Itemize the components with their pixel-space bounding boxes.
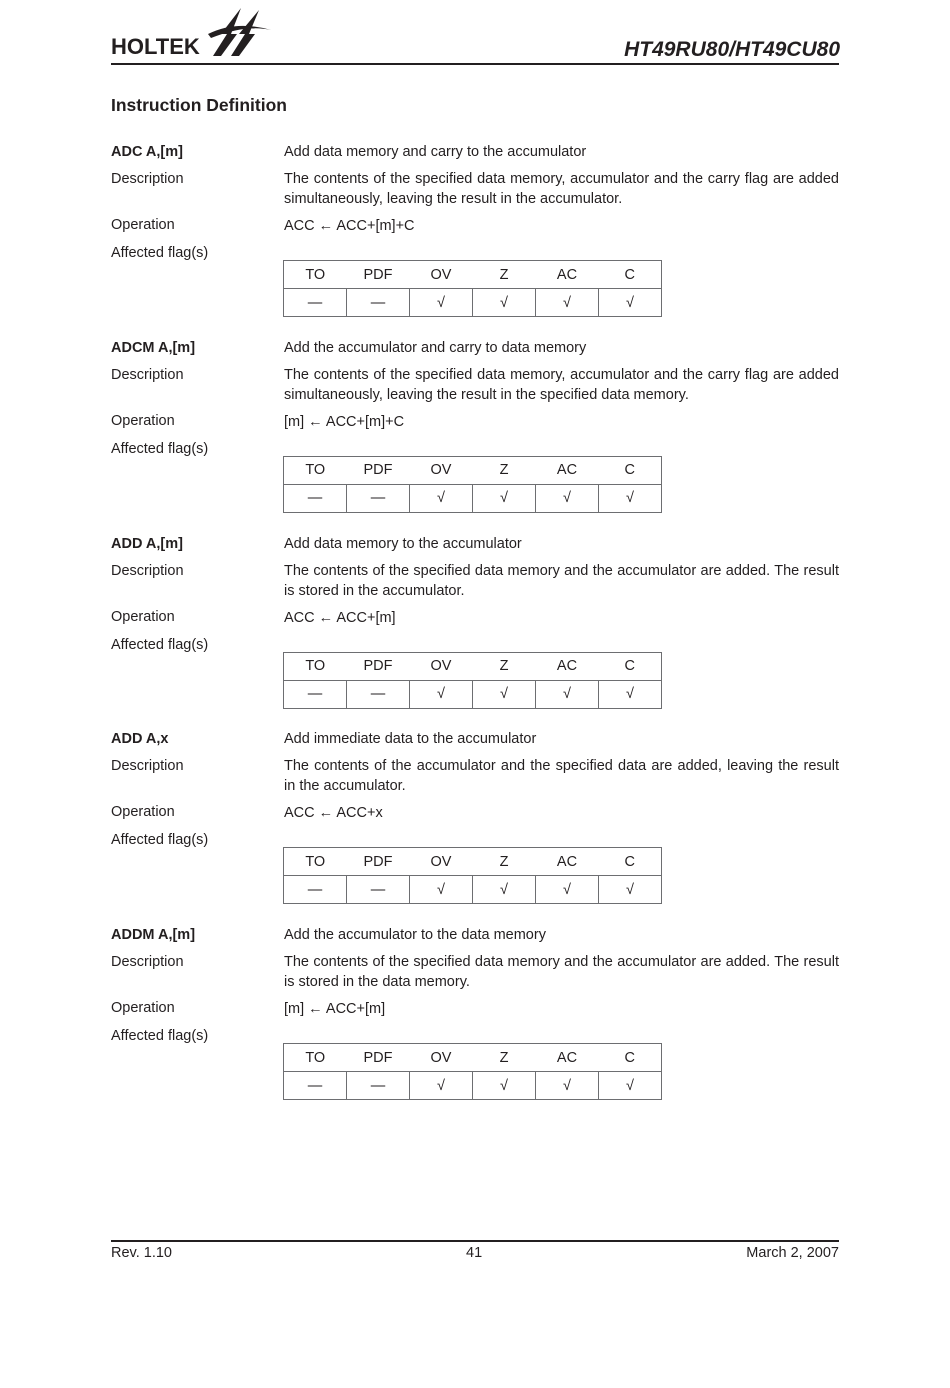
flags-table bbox=[283, 652, 662, 709]
flag-header: PDF bbox=[347, 848, 410, 876]
flag-value: — bbox=[284, 484, 347, 512]
footer-rule bbox=[111, 1240, 839, 1242]
footer-page-number: 41 bbox=[466, 1245, 483, 1261]
footer-revision: Rev. 1.10 bbox=[111, 1245, 172, 1261]
flags-header-row bbox=[284, 848, 662, 876]
instruction-summary: Add immediate data to the accumulator bbox=[284, 731, 537, 748]
flag-header: AC bbox=[536, 652, 599, 680]
flag-value: — bbox=[284, 1072, 347, 1100]
operation-label: Operation bbox=[111, 804, 175, 821]
flag-value: √ bbox=[410, 1072, 473, 1100]
flag-header: OV bbox=[410, 848, 473, 876]
flag-value: √ bbox=[473, 484, 536, 512]
instruction-name: ADDM A,[m] bbox=[111, 927, 196, 944]
instruction-summary: Add data memory to the accumulator bbox=[284, 535, 522, 552]
description-label: Description bbox=[111, 171, 184, 187]
operation-label: Operation bbox=[111, 608, 175, 625]
flag-header: OV bbox=[410, 261, 473, 289]
instruction-name: ADC A,[m] bbox=[111, 144, 183, 160]
operation-label: Operation bbox=[111, 1000, 175, 1017]
flags-table bbox=[283, 456, 662, 513]
description-label: Description bbox=[111, 366, 184, 383]
instruction-operation: ACC ← ACC+[m] bbox=[284, 609, 396, 626]
flag-header: Z bbox=[473, 848, 536, 876]
flags-header-row bbox=[284, 652, 662, 680]
flag-value: √ bbox=[536, 876, 599, 904]
description-label: Description bbox=[111, 954, 184, 971]
flag-value: — bbox=[347, 680, 410, 708]
flag-header: TO bbox=[284, 1044, 347, 1072]
affected-flags-label: Affected flag(s) bbox=[111, 636, 209, 653]
flags-value-row bbox=[284, 680, 662, 708]
flag-header: Z bbox=[473, 652, 536, 680]
flags-header-row bbox=[284, 1044, 662, 1072]
flag-value: √ bbox=[536, 484, 599, 512]
flag-value: √ bbox=[473, 289, 536, 317]
flags-header-row bbox=[284, 456, 662, 484]
instruction-description: The contents of the accumulator and the specified data are added, leaving the result in the accumulator. bbox=[284, 758, 839, 795]
flag-value: √ bbox=[599, 1072, 662, 1100]
flag-value: — bbox=[347, 289, 410, 317]
flags-value-row bbox=[284, 289, 662, 317]
flag-value: √ bbox=[536, 289, 599, 317]
flag-value: √ bbox=[599, 289, 662, 317]
flag-header: C bbox=[599, 652, 662, 680]
flag-header: AC bbox=[536, 456, 599, 484]
flag-header: Z bbox=[473, 456, 536, 484]
logo-wordmark: HOLTEK bbox=[111, 34, 200, 59]
flag-value: √ bbox=[410, 484, 473, 512]
flag-header: OV bbox=[410, 652, 473, 680]
flag-header: AC bbox=[536, 261, 599, 289]
flag-value: √ bbox=[599, 484, 662, 512]
instruction-block bbox=[111, 925, 839, 1115]
instruction-operation: [m] ← ACC+[m] bbox=[284, 1001, 386, 1018]
flag-value: √ bbox=[536, 680, 599, 708]
flags-value-row bbox=[284, 484, 662, 512]
flag-header: TO bbox=[284, 456, 347, 484]
flag-header: PDF bbox=[347, 652, 410, 680]
flag-value: √ bbox=[410, 680, 473, 708]
instruction-description: The contents of the specified data memory and the accumulator are added. The result is stored in the accumulator. bbox=[284, 562, 839, 599]
flag-value: — bbox=[284, 876, 347, 904]
description-label: Description bbox=[111, 758, 184, 775]
instruction-summary: Add data memory and carry to the accumulator bbox=[284, 144, 587, 160]
instruction-operation: ACC ← ACC+[m]+C bbox=[284, 218, 415, 234]
instruction-block bbox=[111, 534, 839, 724]
flags-table bbox=[283, 847, 662, 904]
affected-flags-label: Affected flag(s) bbox=[111, 440, 209, 457]
flag-header: OV bbox=[410, 1044, 473, 1072]
operation-label: Operation bbox=[111, 217, 175, 233]
flag-header: C bbox=[599, 848, 662, 876]
affected-flags-label: Affected flag(s) bbox=[111, 245, 209, 261]
affected-flags-label: Affected flag(s) bbox=[111, 832, 209, 849]
instruction-operation: ACC ← ACC+x bbox=[284, 805, 383, 822]
flag-value: √ bbox=[536, 1072, 599, 1100]
flag-header: C bbox=[599, 261, 662, 289]
flag-value: √ bbox=[599, 680, 662, 708]
flag-header: Z bbox=[473, 261, 536, 289]
instruction-description: The contents of the specified data memory, accumulator and the carry flag are added simultaneously, leaving the result in the accumulator. bbox=[284, 171, 839, 207]
flag-value: √ bbox=[410, 289, 473, 317]
instruction-block bbox=[111, 729, 839, 919]
flag-header: TO bbox=[284, 652, 347, 680]
holtek-logo bbox=[111, 4, 276, 60]
flag-value: √ bbox=[599, 876, 662, 904]
flag-header: Z bbox=[473, 1044, 536, 1072]
footer-date: March 2, 2007 bbox=[746, 1245, 839, 1261]
flag-value: — bbox=[284, 289, 347, 317]
flag-header: AC bbox=[536, 848, 599, 876]
flag-value: — bbox=[284, 680, 347, 708]
flags-value-row bbox=[284, 1072, 662, 1100]
flag-header: TO bbox=[284, 848, 347, 876]
flag-header: C bbox=[599, 456, 662, 484]
flag-value: √ bbox=[473, 876, 536, 904]
flag-value: — bbox=[347, 484, 410, 512]
flags-header-row bbox=[284, 261, 662, 289]
header-rule bbox=[111, 63, 839, 65]
flag-header: AC bbox=[536, 1044, 599, 1072]
flag-header: C bbox=[599, 1044, 662, 1072]
flags-table bbox=[283, 1043, 662, 1100]
flag-value: √ bbox=[473, 680, 536, 708]
instruction-name: ADD A,[m] bbox=[111, 535, 183, 552]
operation-label: Operation bbox=[111, 412, 175, 429]
flags-table bbox=[283, 260, 662, 317]
instruction-summary: Add the accumulator and carry to data memory bbox=[284, 339, 587, 356]
instruction-name: ADD A,x bbox=[111, 731, 169, 748]
affected-flags-label: Affected flag(s) bbox=[111, 1028, 209, 1045]
section-title: Instruction Definition bbox=[111, 95, 287, 115]
flag-value: √ bbox=[473, 1072, 536, 1100]
flag-header: PDF bbox=[347, 456, 410, 484]
instruction-block bbox=[111, 338, 839, 528]
flag-value: — bbox=[347, 1072, 410, 1100]
flag-value: √ bbox=[410, 876, 473, 904]
flags-value-row bbox=[284, 876, 662, 904]
instruction-description: The contents of the specified data memory and the accumulator are added. The result is stored in the data memory. bbox=[284, 954, 839, 991]
instruction-block bbox=[111, 142, 839, 332]
flag-header: OV bbox=[410, 456, 473, 484]
instruction-name: ADCM A,[m] bbox=[111, 339, 196, 356]
flag-header: PDF bbox=[347, 261, 410, 289]
instruction-description: The contents of the specified data memory, accumulator and the carry flag are added simultaneously, leaving the result in the specified data memory. bbox=[284, 366, 839, 403]
flag-header: PDF bbox=[347, 1044, 410, 1072]
instruction-operation: [m] ← ACC+[m]+C bbox=[284, 413, 405, 430]
instruction-summary: Add the accumulator to the data memory bbox=[284, 927, 546, 944]
document-title: HT49RU80/HT49CU80 bbox=[624, 38, 840, 61]
description-label: Description bbox=[111, 562, 184, 579]
flag-header: TO bbox=[284, 261, 347, 289]
flag-value: — bbox=[347, 876, 410, 904]
logo-emblem bbox=[208, 8, 271, 56]
